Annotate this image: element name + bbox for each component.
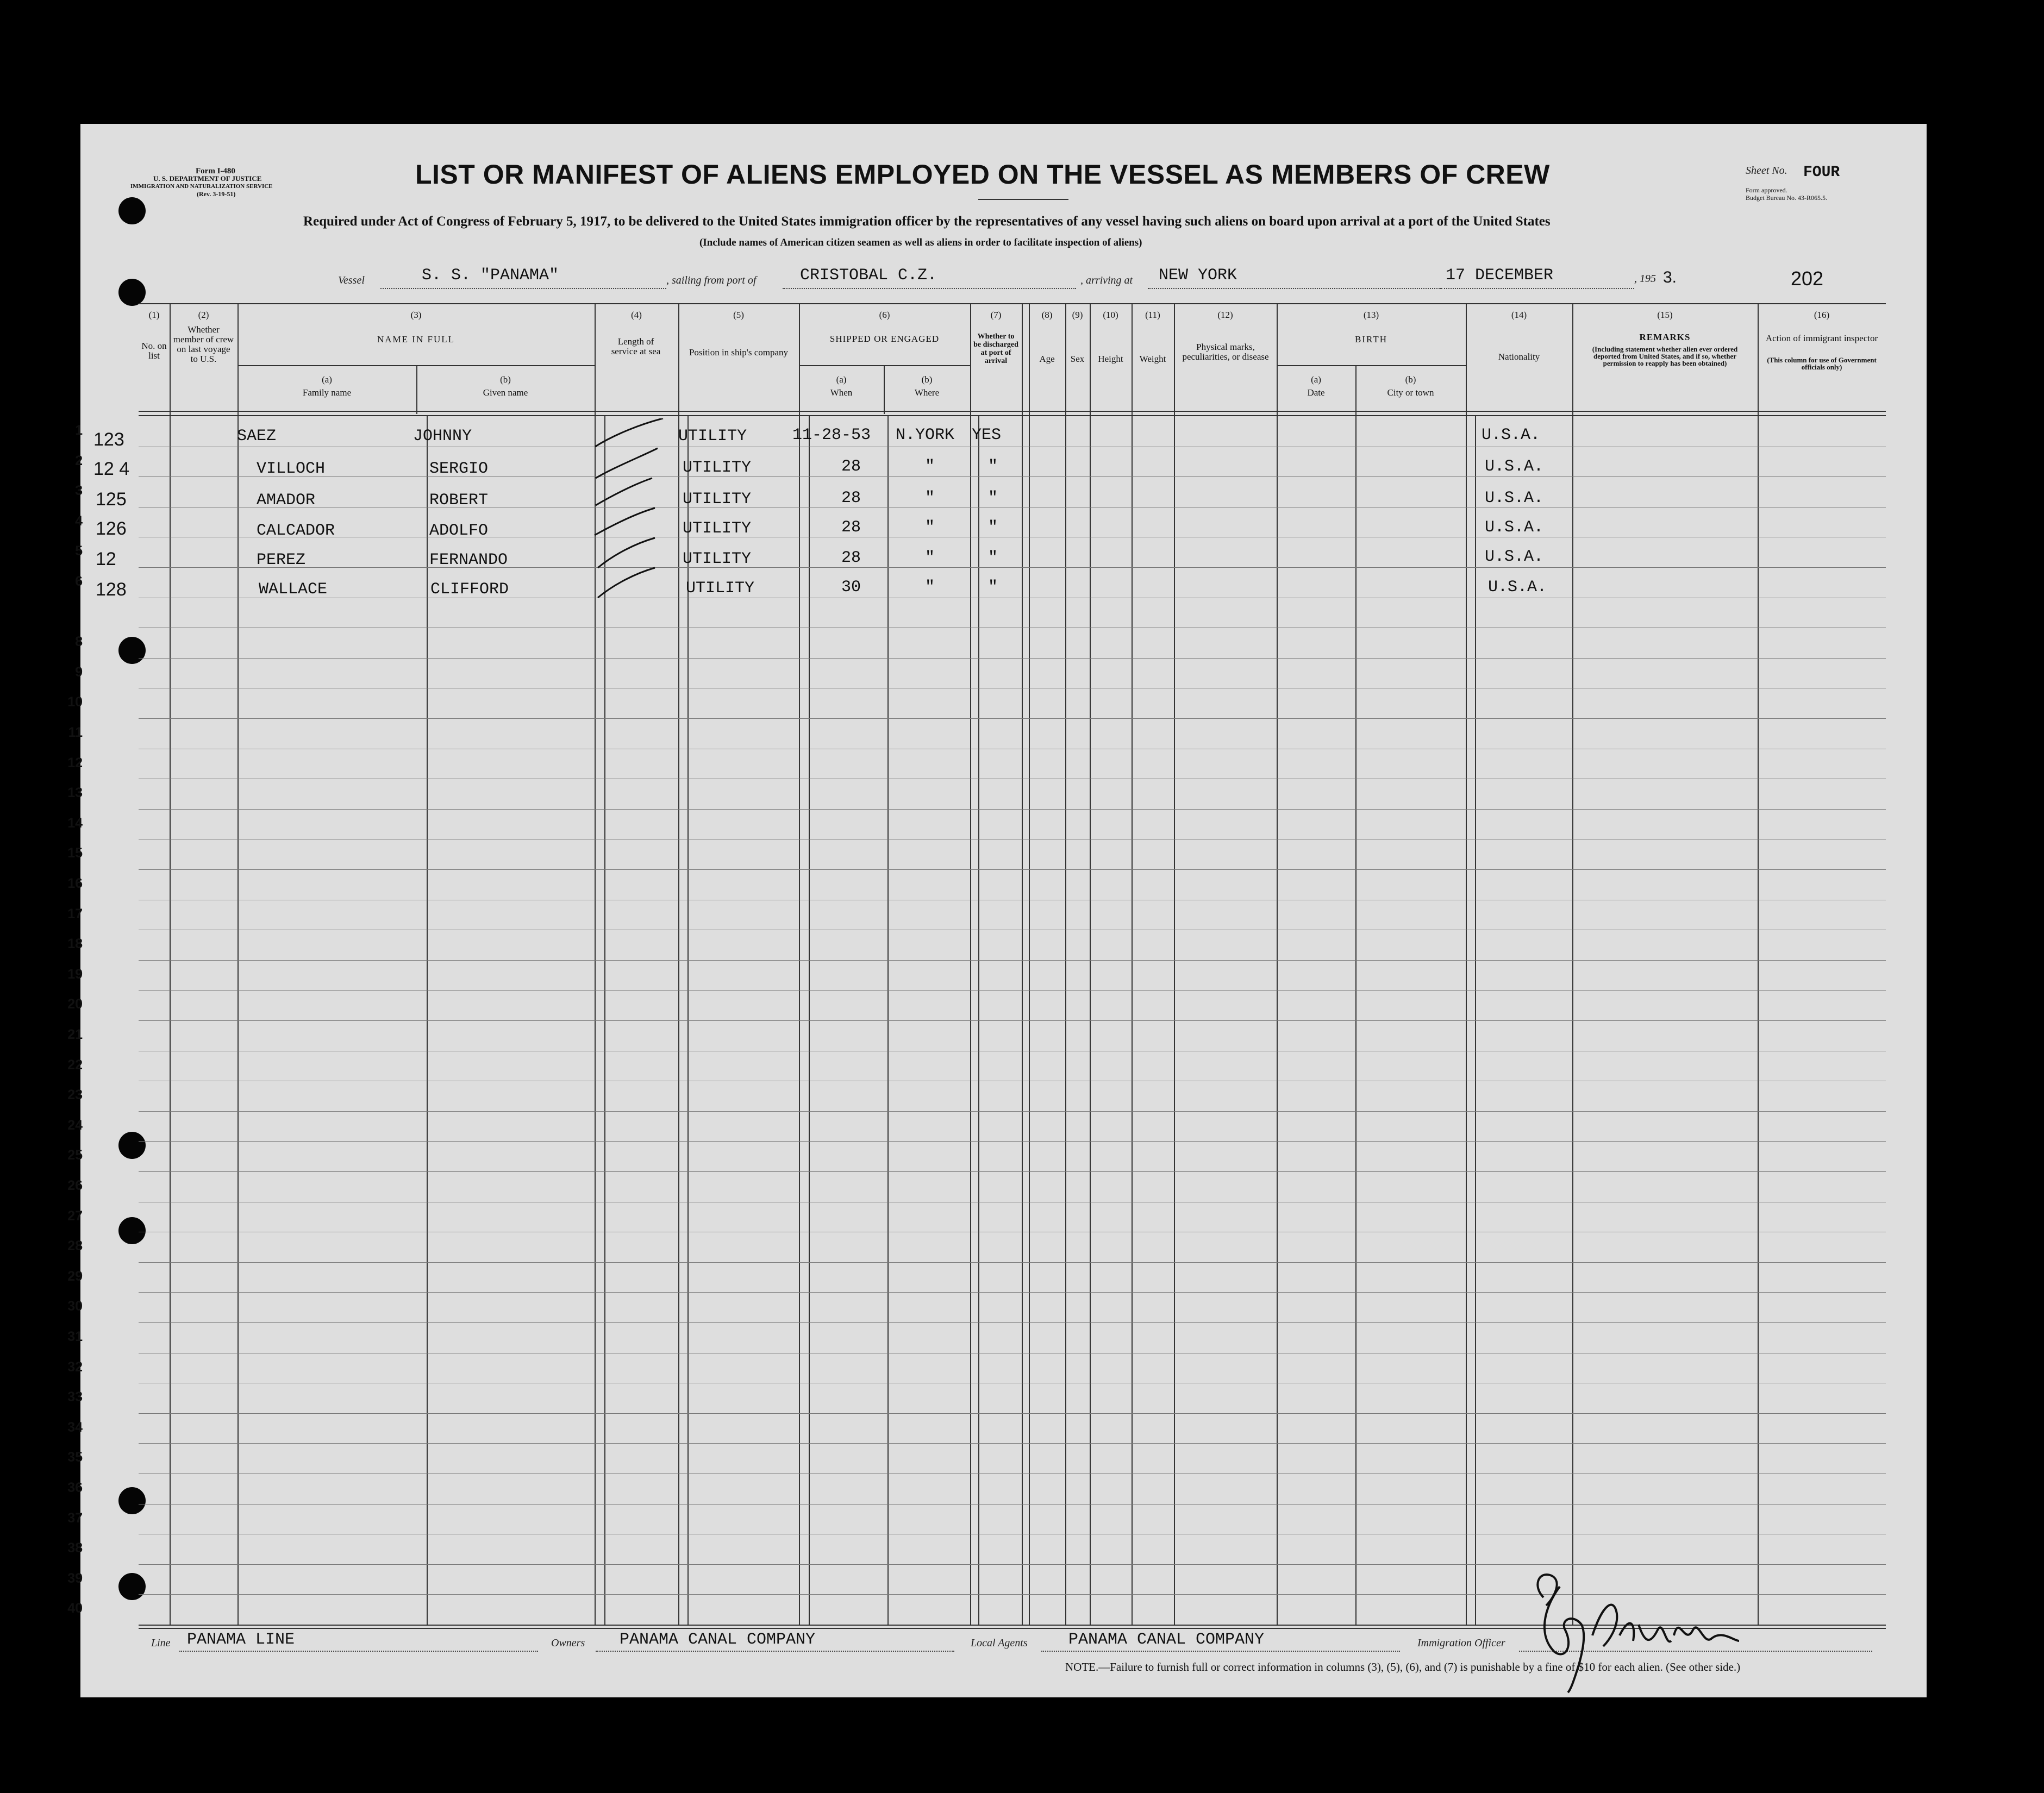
col-line-8 — [1065, 303, 1066, 1626]
row-number: 25 — [67, 1148, 83, 1163]
given-name: CLIFFORD — [430, 580, 509, 599]
form-subtitle: Required under Act of Congress of February 5, 1917, to be delivered to the United States immigration officer by the representatives of any vessel having such aliens on board upon arrival at a port of the United States — [303, 214, 1551, 229]
row-number: 2 — [75, 453, 83, 468]
col-13a-header: Date — [1307, 387, 1325, 398]
col-line-2 — [237, 303, 239, 1626]
budget-bureau: Budget Bureau No. 43-R065.5. — [1746, 194, 1827, 202]
col-7-number: (7) — [990, 310, 1002, 320]
position: UTILITY — [683, 519, 752, 538]
col-3a-number: (a) — [322, 374, 332, 385]
arriving-label: , arriving at — [1080, 274, 1133, 286]
row-number: 4 — [75, 513, 83, 529]
col-line-5 — [799, 303, 800, 1626]
vessel-label: Vessel — [338, 274, 365, 286]
row-rule — [139, 1322, 1886, 1323]
year-prefix: , 195 — [1634, 273, 1656, 285]
col-line-13 — [1466, 303, 1467, 1626]
footer-note: NOTE.—Failure to furnish full or correct information in columns (3), (5), (6), and (7) is punishable by a fine of $10 for each alien. (See other side.) — [1065, 1660, 1741, 1673]
row-number: 13 — [67, 785, 83, 800]
sailing-label: , sailing from port of — [666, 274, 757, 286]
form-revision: (Rev. 3-19-51) — [197, 190, 236, 198]
col-6b-number: (b) — [921, 374, 933, 385]
col-8-number: (8) — [1041, 310, 1053, 320]
line-label: Line — [151, 1637, 171, 1649]
family-name: PEREZ — [257, 551, 306, 569]
given-name: JOHNNY — [413, 427, 472, 446]
row-number: 24 — [67, 1118, 83, 1133]
col-11-number: (11) — [1145, 310, 1160, 320]
immigration-officer-label: Immigration Officer — [1417, 1637, 1505, 1649]
row-number: 39 — [67, 1571, 83, 1586]
nationality: U.S.A. — [1485, 548, 1544, 566]
service-name: IMMIGRATION AND NATURALIZATION SERVICE — [130, 183, 273, 190]
col-3b-number: (b) — [500, 374, 511, 385]
family-name: AMADOR — [257, 491, 316, 510]
row-rule — [139, 1171, 1886, 1172]
col-10-number: (10) — [1103, 310, 1118, 320]
col-9-header: Sex — [1070, 354, 1085, 364]
port-from-underline — [783, 288, 1076, 289]
row-number: 12 — [67, 755, 83, 770]
row-number: 21 — [67, 1027, 83, 1042]
col-15-note: (Including statement whether alien ever ordered deported from United States, and if so, whether permission to reapply has been obtained) — [1592, 345, 1738, 367]
family-name: VILLOCH — [257, 460, 326, 478]
col-5-number: (5) — [733, 310, 744, 320]
row-number: 37 — [67, 1510, 83, 1526]
col-12-number: (12) — [1217, 310, 1233, 320]
col-2-header: Whether member of crew on last voyage to U.S. — [173, 324, 234, 364]
row-number: 8 — [75, 634, 83, 649]
row-number: 6 — [75, 574, 83, 589]
col-6b-header: Where — [914, 387, 940, 398]
shipped-where: " — [925, 518, 935, 537]
col-line-10 — [1132, 303, 1133, 1626]
birth-subheader-line — [1277, 365, 1466, 366]
row-rule — [139, 1020, 1886, 1021]
col-1-number: (1) — [148, 310, 160, 320]
shipped-when: 28 — [841, 489, 861, 507]
row-number: 31 — [67, 1329, 83, 1344]
nationality: U.S.A. — [1485, 457, 1544, 476]
officer-signature — [1522, 1565, 1750, 1695]
row-number: 17 — [67, 906, 83, 921]
header-bottom-border-2 — [139, 415, 1886, 416]
col-13b-number: (b) — [1405, 374, 1416, 385]
col-1-header: No. on list — [141, 341, 167, 361]
row-number: 3 — [75, 483, 83, 498]
nationality: U.S.A. — [1485, 518, 1544, 537]
vessel-name: S. S. "PANAMA" — [422, 266, 559, 285]
col-6-number: (6) — [879, 310, 890, 320]
col-line-9 — [1090, 303, 1091, 1626]
position: UTILITY — [686, 579, 755, 598]
shipped-where: " — [925, 578, 935, 597]
col-10-header: Height — [1098, 354, 1123, 364]
nationality: U.S.A. — [1488, 578, 1547, 597]
year-suffix: 3. — [1663, 268, 1677, 286]
row-number: 35 — [67, 1450, 83, 1465]
col-9-number: (9) — [1072, 310, 1083, 320]
length-of-service-slash-marks — [592, 418, 679, 603]
punch-hole — [118, 1132, 146, 1159]
col-line-15 — [1758, 303, 1759, 1626]
col-5-header: Position in ship's company — [689, 347, 789, 358]
form-id: Form I-480 — [196, 167, 235, 175]
header-bottom-border — [139, 411, 1886, 412]
hand-list-number: 12 — [96, 549, 116, 569]
family-name: WALLACE — [259, 580, 328, 599]
row-number: 18 — [67, 936, 83, 951]
port-from: CRISTOBAL C.Z. — [800, 266, 937, 285]
hand-list-number: 126 — [96, 518, 127, 539]
col-4-number: (4) — [631, 310, 642, 320]
col-14-header: Nationality — [1498, 352, 1540, 362]
page-title: LIST OR MANIFEST OF ALIENS EMPLOYED ON THE VESSEL AS MEMBERS OF CREW — [415, 159, 1550, 190]
given-name: FERNANDO — [429, 551, 508, 569]
col-13b-header: City or town — [1387, 387, 1434, 398]
shipped-when: 30 — [841, 578, 861, 597]
punch-hole — [118, 1487, 146, 1514]
discharged: " — [988, 457, 998, 476]
punch-hole — [118, 197, 146, 224]
discharged: YES — [972, 426, 1002, 444]
owners: PANAMA CANAL COMPANY — [620, 1631, 816, 1649]
position: UTILITY — [683, 550, 752, 568]
row-rule — [139, 869, 1886, 870]
row-number: 38 — [67, 1540, 83, 1556]
col-line-13a — [1355, 365, 1357, 1626]
title-underline — [978, 199, 1068, 200]
shipped-when: 11-28-53 — [792, 426, 871, 444]
row-rule — [139, 1141, 1886, 1142]
hand-list-number: 123 — [93, 429, 124, 450]
row-rule — [139, 1262, 1886, 1263]
row-number: 23 — [67, 1087, 83, 1102]
row-number: 20 — [67, 996, 83, 1012]
col-3-header: NAME IN FULL — [377, 334, 455, 344]
page-number: 202 — [1791, 267, 1824, 290]
col-7-header: Whether to be discharged at port of arrival — [973, 333, 1018, 365]
sheet-number: FOUR — [1803, 164, 1840, 181]
col-13a-number: (a) — [1311, 374, 1321, 385]
row-number: 19 — [67, 967, 83, 982]
discharged: " — [988, 518, 998, 537]
col-16-note: (This column for use of Government officials only) — [1767, 356, 1877, 371]
sheet-label: Sheet No. — [1746, 165, 1787, 177]
date-underline — [1441, 288, 1634, 289]
shipped-when: 28 — [841, 518, 861, 537]
local-agents: PANAMA CANAL COMPANY — [1068, 1631, 1265, 1649]
hand-list-number: 128 — [96, 579, 127, 600]
row-number: 16 — [67, 876, 83, 891]
row-number: 26 — [67, 1178, 83, 1193]
line-underline — [179, 1651, 538, 1652]
punch-hole — [118, 279, 146, 306]
name-subheader-line — [237, 365, 595, 366]
row-number: 30 — [67, 1299, 83, 1314]
local-agents-underline — [1041, 1651, 1400, 1652]
punch-hole — [118, 1217, 146, 1244]
nationality: U.S.A. — [1482, 426, 1541, 444]
row-number: 14 — [67, 816, 83, 831]
col-11-header: Weight — [1139, 354, 1166, 364]
row-number: 9 — [75, 664, 83, 680]
row-rule — [139, 718, 1886, 719]
owners-label: Owners — [551, 1637, 585, 1649]
col-13-number: (13) — [1363, 310, 1379, 320]
col-3b-header: Given name — [483, 387, 528, 398]
family-name: SAEZ — [237, 427, 277, 446]
col-line-14 — [1572, 303, 1573, 1626]
shipped-where: " — [925, 489, 935, 507]
row-number: 27 — [67, 1208, 83, 1224]
arrival-date: 17 DECEMBER — [1446, 266, 1554, 285]
given-name: ADOLFO — [429, 522, 489, 540]
local-agents-label: Local Agents — [971, 1637, 1028, 1649]
port-to: NEW YORK — [1159, 266, 1237, 285]
col-line-11 — [1174, 303, 1175, 1626]
col-3a-header: Family name — [302, 387, 352, 398]
col-12-header: Physical marks, peculiarities, or disease — [1182, 342, 1269, 362]
hand-list-number: 125 — [96, 489, 127, 510]
row-number: 1 — [75, 423, 83, 438]
discharged: " — [988, 489, 998, 507]
row-rule — [139, 1443, 1886, 1444]
shipped-when: 28 — [841, 549, 861, 567]
form-approved: Form approved. — [1746, 186, 1787, 194]
col-line-1 — [170, 303, 171, 1626]
vessel-underline — [380, 288, 666, 289]
col-line-7 — [1022, 303, 1023, 1626]
col-16-header: Action of immigrant inspector — [1765, 333, 1878, 343]
shipping-line: PANAMA LINE — [187, 1631, 295, 1649]
given-name: SERGIO — [429, 460, 489, 478]
row-rule — [139, 960, 1886, 961]
department-name: U. S. DEPARTMENT OF JUSTICE — [153, 174, 262, 183]
col-3-number: (3) — [410, 310, 422, 320]
row-number: 40 — [67, 1601, 83, 1616]
col-6a-header: When — [830, 387, 853, 398]
form-subtitle-note: (Include names of American citizen seamen as well as aliens in order to facilitate inspection of aliens) — [699, 237, 1142, 248]
col-line-7b — [1029, 303, 1030, 1626]
row-rule — [139, 809, 1886, 810]
col-15-header: REMARKS — [1639, 332, 1691, 342]
col-2-number: (2) — [198, 310, 209, 320]
row-number: 34 — [67, 1420, 83, 1435]
row-rule — [139, 1111, 1886, 1112]
nationality: U.S.A. — [1485, 489, 1544, 507]
col-line-12 — [1277, 303, 1278, 1626]
col-6a-number: (a) — [836, 374, 847, 385]
shipped-where: N.YORK — [896, 426, 955, 444]
discharged: " — [988, 578, 998, 597]
row-rule — [139, 658, 1886, 659]
col-15-number: (15) — [1657, 310, 1673, 320]
port-to-underline — [1148, 288, 1441, 289]
shipped-subheader-line — [799, 365, 970, 366]
col-14-number: (14) — [1511, 310, 1527, 320]
row-number: 28 — [67, 1238, 83, 1253]
table-top-border — [139, 303, 1886, 304]
shipped-where: " — [925, 549, 935, 567]
col-4-header: Length of service at sea — [611, 336, 661, 356]
position: UTILITY — [678, 427, 747, 446]
row-number: 5 — [75, 543, 83, 559]
row-rule — [139, 567, 1886, 568]
row-number: 22 — [67, 1057, 83, 1073]
punch-hole — [118, 1573, 146, 1600]
col-6-header: SHIPPED OR ENGAGED — [829, 334, 940, 344]
position: UTILITY — [683, 490, 752, 509]
row-rule — [139, 1413, 1886, 1414]
row-number: 32 — [67, 1359, 83, 1375]
row-number: 11 — [68, 725, 83, 740]
col-line-6 — [970, 303, 971, 1626]
col-16-number: (16) — [1814, 310, 1830, 320]
position: UTILITY — [683, 459, 752, 477]
shipped-where: " — [925, 457, 935, 476]
col-13-header: BIRTH — [1355, 334, 1387, 344]
row-number: 15 — [67, 845, 83, 861]
row-number: 10 — [67, 694, 83, 710]
punch-hole — [118, 637, 146, 664]
given-name: ROBERT — [429, 491, 489, 510]
family-name: CALCADOR — [257, 522, 335, 540]
row-rule — [139, 1292, 1886, 1293]
row-number: 33 — [67, 1389, 83, 1405]
owners-underline — [596, 1651, 954, 1652]
shipped-when: 28 — [841, 457, 861, 476]
discharged: " — [988, 549, 998, 567]
col-8-header: Age — [1039, 354, 1055, 364]
hand-list-number: 12 4 — [93, 459, 130, 479]
row-number: 29 — [67, 1269, 83, 1284]
row-number: 36 — [67, 1480, 83, 1495]
